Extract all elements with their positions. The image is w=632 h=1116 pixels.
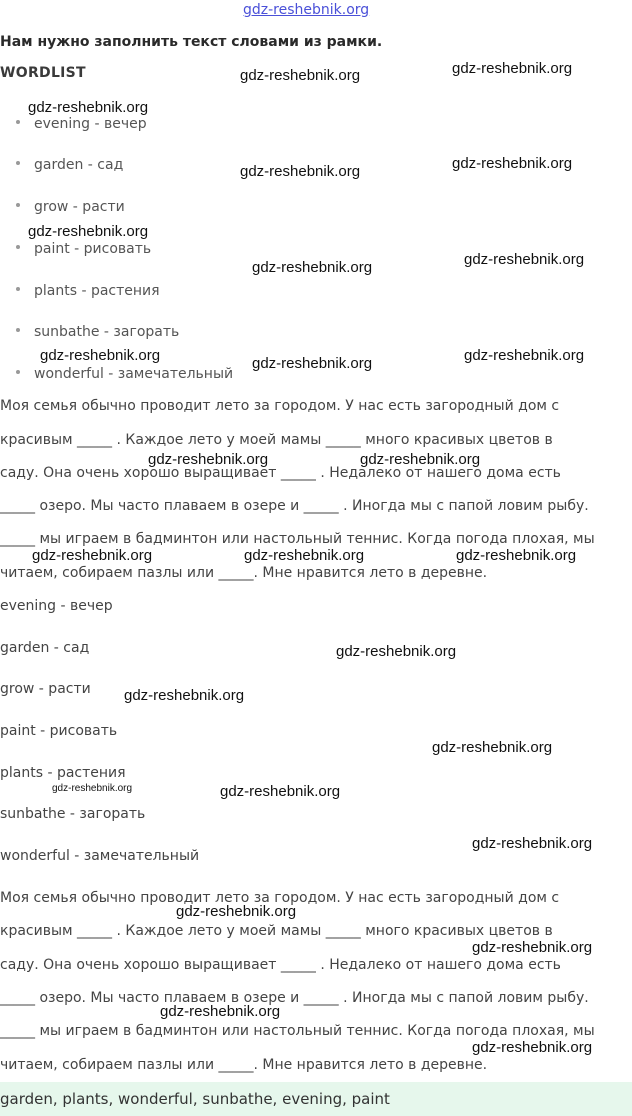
list-item: evening - вечер — [16, 116, 147, 132]
watermark: gdz-reshebnik.org — [452, 155, 573, 172]
watermark: gdz-reshebnik.org — [160, 1003, 281, 1020]
bullet-icon — [16, 203, 20, 207]
list-item: grow - расти — [0, 681, 91, 697]
text-line: саду. Она очень хорошо выращивает _____ . Недалеко от нашего дома есть — [0, 465, 561, 481]
task-heading: Нам нужно заполнить текст словами из рамки. — [0, 34, 383, 50]
watermark: gdz-reshebnik.org — [456, 547, 577, 564]
watermark: gdz-reshebnik.org — [252, 259, 373, 276]
text-line: красивым _____ . Каждое лето у моей мамы _____ много красивых цветов в — [0, 923, 553, 939]
list-item: wonderful - замечательный — [0, 848, 200, 864]
list-item: plants - растения — [16, 283, 160, 299]
watermark: gdz-reshebnik.org — [452, 60, 573, 77]
wordlist-title: WORDLIST — [0, 65, 86, 81]
answer-text: garden, plants, wonderful, sunbathe, evening, paint — [0, 1090, 390, 1108]
watermark: gdz-reshebnik.org — [472, 835, 593, 852]
watermark: gdz-reshebnik.org — [176, 903, 297, 920]
bullet-icon — [16, 245, 20, 249]
watermark: gdz-reshebnik.org — [28, 223, 149, 240]
list-item: evening - вечер — [0, 598, 113, 614]
watermark: gdz-reshebnik.org — [40, 347, 161, 364]
list-item: garden - сад — [16, 157, 123, 173]
list-item: wonderful - замечательный — [16, 366, 233, 382]
list-item: plants - растения — [0, 765, 126, 781]
watermark: gdz-reshebnik.org — [32, 547, 153, 564]
watermark: gdz-reshebnik.org — [432, 739, 553, 756]
bullet-icon — [16, 370, 20, 374]
text-line: красивым _____ . Каждое лето у моей мамы _____ много красивых цветов в — [0, 432, 553, 448]
text-line: _____ озеро. Мы часто плаваем в озере и _____ . Иногда мы с папой ловим рыбу. — [0, 990, 589, 1006]
list-item: garden - сад — [0, 640, 90, 656]
answer-bar — [0, 1082, 632, 1116]
watermark: gdz-reshebnik.org — [148, 451, 269, 468]
text-line: саду. Она очень хорошо выращивает _____ . Недалеко от нашего дома есть — [0, 957, 561, 973]
watermark: gdz-reshebnik.org — [244, 547, 365, 564]
list-item: paint - рисовать — [0, 723, 118, 739]
watermark: gdz-reshebnik.org — [28, 99, 149, 116]
text-line: _____ мы играем в бадминтон или настольный теннис. Когда погода плохая, мы — [0, 1023, 595, 1039]
watermark: gdz-reshebnik.org — [464, 251, 585, 268]
watermark: gdz-reshebnik.org — [360, 451, 481, 468]
bullet-icon — [16, 328, 20, 332]
watermark: gdz-reshebnik.org — [464, 347, 585, 364]
watermark: gdz-reshebnik.org — [336, 643, 457, 660]
watermark: gdz-reshebnik.org — [240, 163, 361, 180]
watermark: gdz-reshebnik.org — [220, 783, 341, 800]
watermark: gdz-reshebnik.org — [52, 783, 133, 794]
list-item: paint - рисовать — [16, 241, 151, 257]
bullet-icon — [16, 161, 20, 165]
list-item: sunbathe - загорать — [0, 806, 146, 822]
bullet-icon — [16, 287, 20, 291]
list-item: sunbathe - загорать — [16, 324, 179, 340]
watermark: gdz-reshebnik.org — [472, 1039, 593, 1056]
watermark: gdz-reshebnik.org — [472, 939, 593, 956]
bullet-icon — [16, 120, 20, 124]
text-line: читаем, собираем пазлы или _____. Мне нравится лето в деревне. — [0, 565, 488, 581]
text-line: _____ озеро. Мы часто плаваем в озере и _____ . Иногда мы с папой ловим рыбу. — [0, 498, 589, 514]
list-item: grow - расти — [16, 199, 125, 215]
text-line: читаем, собираем пазлы или _____. Мне нравится лето в деревне. — [0, 1057, 488, 1073]
text-line: Моя семья обычно проводит лето за городом. У нас есть загородный дом с — [0, 398, 560, 414]
site-link[interactable]: gdz-reshebnik.org — [243, 2, 370, 18]
watermark: gdz-reshebnik.org — [124, 687, 245, 704]
text-line: Моя семья обычно проводит лето за городом. У нас есть загородный дом с — [0, 890, 560, 906]
watermark: gdz-reshebnik.org — [240, 67, 361, 84]
watermark: gdz-reshebnik.org — [252, 355, 373, 372]
text-line: _____ мы играем в бадминтон или настольный теннис. Когда погода плохая, мы — [0, 531, 595, 547]
